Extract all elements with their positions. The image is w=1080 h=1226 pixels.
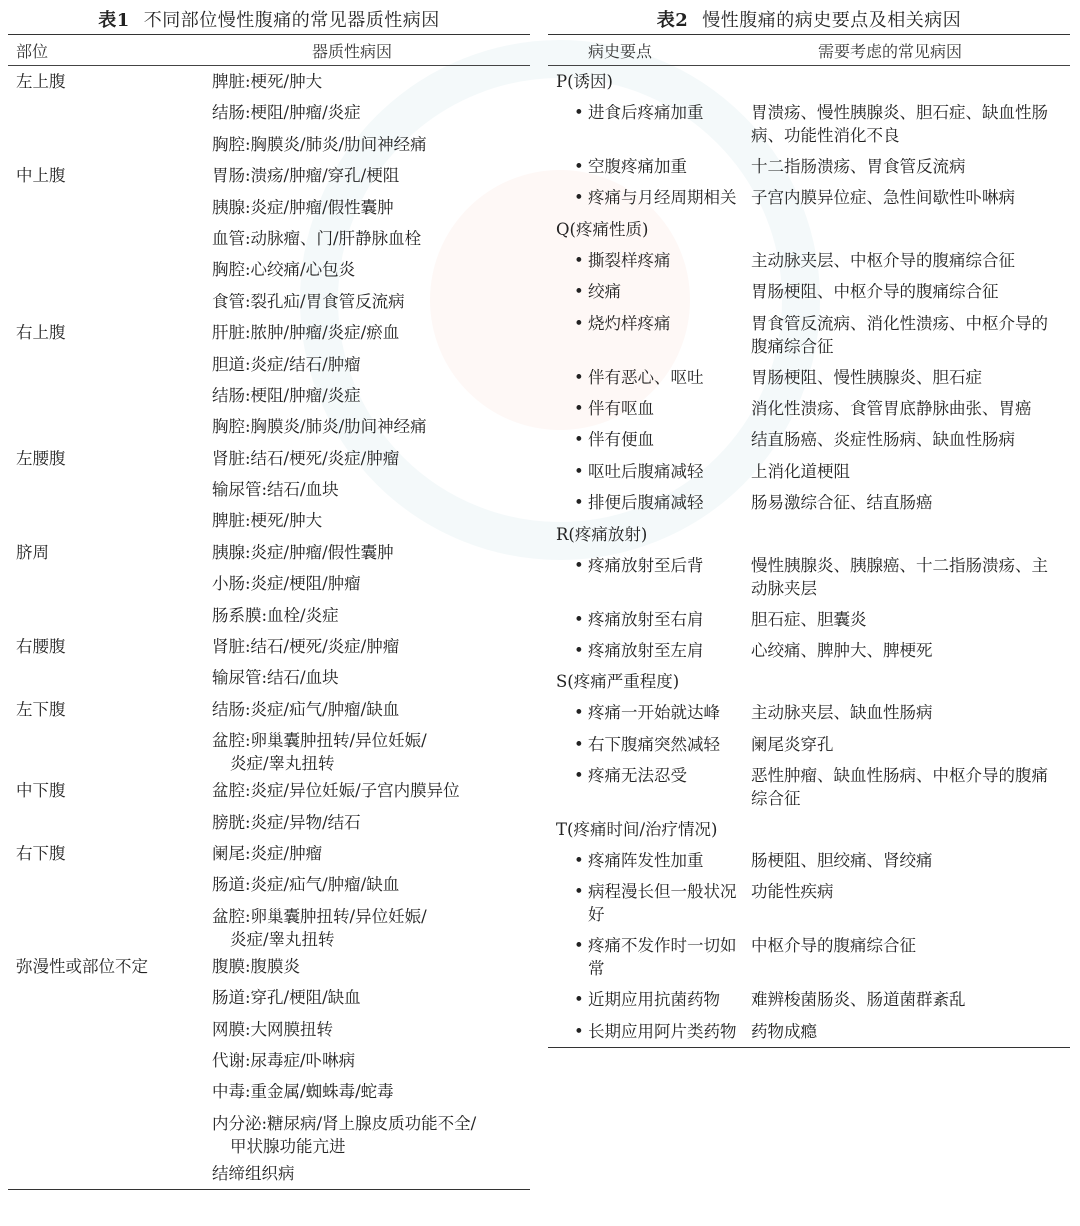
cause-text: 脾脏:梗死/肿大 xyxy=(212,511,323,531)
cause-text: 食管:裂孔疝/胃食管反流病 xyxy=(212,291,405,311)
cause-cell: 中枢介导的腹痛综合征 xyxy=(751,936,916,956)
table-row xyxy=(548,1016,1070,1047)
history-point-cell xyxy=(548,930,751,984)
table-row xyxy=(8,662,530,693)
site-cell xyxy=(8,97,208,128)
site-cell xyxy=(8,349,208,380)
table-row xyxy=(8,380,530,411)
cause-text: 胸腔:胸膜炎/肺炎/肋间神经痛 xyxy=(212,417,427,437)
bullet-icon: • xyxy=(574,313,584,333)
cause-text: 肠系膜:血栓/炎症 xyxy=(212,605,339,625)
cause-text-continued: 甲状腺功能亢进 xyxy=(230,1136,346,1156)
cause-cell xyxy=(208,1158,530,1189)
table-row xyxy=(548,930,1070,984)
history-point-text: 绞痛 xyxy=(588,282,621,302)
table-1 xyxy=(8,0,530,1190)
cause-cell xyxy=(208,380,530,411)
table-row xyxy=(8,411,530,442)
site-cell xyxy=(8,1045,208,1076)
history-point-text: 右下腹痛突然减轻 xyxy=(588,734,720,754)
site-cell xyxy=(8,380,208,411)
history-point-cell xyxy=(548,729,751,760)
site-cell: 中上腹 xyxy=(16,166,66,186)
history-point-cell xyxy=(548,760,751,814)
cause-cell xyxy=(208,694,530,725)
bullet-icon: • xyxy=(574,609,584,629)
cause-text: 肠道:炎症/疝气/肿瘤/缺血 xyxy=(212,875,400,895)
section-title: P(诱因) xyxy=(556,72,613,91)
cause-text: 输尿管:结石/血块 xyxy=(212,668,339,688)
cause-cell xyxy=(208,317,530,348)
site-cell xyxy=(8,286,208,317)
table-2-header xyxy=(548,35,1070,65)
history-point-cell xyxy=(548,876,751,930)
table-row xyxy=(548,151,1070,182)
table-row xyxy=(548,245,1070,276)
cause-cell xyxy=(208,1076,530,1107)
table-row xyxy=(8,192,530,223)
site-cell: 左下腹 xyxy=(16,699,66,719)
cause-cell: 心绞痛、脾肿大、脾梗死 xyxy=(751,640,933,660)
cause-text: 胃肠:溃疡/肿瘤/穿孔/梗阻 xyxy=(212,166,400,186)
history-point-text: 长期应用阿片类药物 xyxy=(588,1021,737,1041)
bullet-icon: • xyxy=(574,936,584,956)
table-row xyxy=(8,1014,530,1045)
table-1-header xyxy=(8,35,530,65)
bullet-icon: • xyxy=(574,367,584,387)
history-point-cell xyxy=(548,151,751,182)
cause-cell: 胃肠梗阻、中枢介导的腹痛综合征 xyxy=(751,282,999,302)
table-row xyxy=(8,631,530,662)
table-row xyxy=(8,317,530,348)
table-row xyxy=(8,982,530,1013)
table-row xyxy=(548,635,1070,666)
history-point-text: 疼痛一开始就达峰 xyxy=(588,703,720,723)
site-cell xyxy=(8,505,208,536)
bullet-icon: • xyxy=(574,282,584,302)
site-cell xyxy=(8,600,208,631)
site-cell xyxy=(8,568,208,599)
table-row xyxy=(548,760,1070,814)
table-row xyxy=(8,129,530,160)
history-point-cell xyxy=(548,1016,751,1047)
cause-cell xyxy=(208,951,530,982)
table-row xyxy=(548,845,1070,876)
cause-text: 膀胱:炎症/异物/结石 xyxy=(212,812,361,832)
history-point-cell xyxy=(548,245,751,276)
site-cell xyxy=(8,192,208,223)
table-row xyxy=(548,984,1070,1015)
table-2-caption xyxy=(548,0,1070,34)
table-2-bottom-rule xyxy=(548,1047,1070,1048)
cause-text: 盆腔:卵巢囊肿扭转/异位妊娠/ xyxy=(212,731,427,751)
cause-text: 腹膜:腹膜炎 xyxy=(212,956,301,976)
table-row xyxy=(8,1076,530,1107)
table-row xyxy=(8,775,530,806)
bullet-icon: • xyxy=(574,734,584,754)
history-point-text: 疼痛无法忍受 xyxy=(588,766,687,786)
cause-text: 结肠:梗阻/肿瘤/炎症 xyxy=(212,385,361,405)
table-row xyxy=(548,362,1070,393)
table-row xyxy=(8,807,530,838)
table-row xyxy=(8,474,530,505)
history-point-text: 烧灼样疼痛 xyxy=(588,313,671,333)
table-row xyxy=(548,487,1070,518)
cause-text: 肠道:穿孔/梗阻/缺血 xyxy=(212,988,361,1008)
cause-cell xyxy=(208,838,530,869)
history-point-text: 空腹疼痛加重 xyxy=(588,157,687,176)
history-point-text: 病程漫长但一般状况好 xyxy=(588,882,737,925)
table-row xyxy=(548,604,1070,635)
table-2 xyxy=(548,0,1070,1048)
cause-cell: 结直肠癌、炎症性肠病、缺血性肠病 xyxy=(751,430,1015,450)
cause-cell: 主动脉夹层、缺血性肠病 xyxy=(751,703,933,723)
table-row xyxy=(8,254,530,285)
cause-cell xyxy=(208,662,530,693)
table-row xyxy=(8,838,530,869)
bullet-icon: • xyxy=(574,990,584,1010)
bullet-icon: • xyxy=(574,851,584,871)
history-point-text: 疼痛不发作时一切如常 xyxy=(588,936,737,979)
table-row xyxy=(8,725,530,775)
history-point-text: 撕裂样疼痛 xyxy=(588,250,671,270)
history-point-cell xyxy=(548,456,751,487)
site-cell xyxy=(8,129,208,160)
site-cell: 左腰腹 xyxy=(16,448,66,468)
table-1-body xyxy=(8,66,530,1189)
cause-cell: 功能性疾病 xyxy=(751,882,834,902)
history-point-cell xyxy=(548,697,751,728)
history-point-text: 进食后疼痛加重 xyxy=(588,103,704,122)
cause-text: 胰腺:炎症/肿瘤/假性囊肿 xyxy=(212,197,394,217)
cause-text: 盆腔:卵巢囊肿扭转/异位妊娠/ xyxy=(212,906,427,926)
site-cell xyxy=(8,411,208,442)
site-cell xyxy=(8,1014,208,1045)
section-title: R(疼痛放射) xyxy=(556,524,648,544)
table-2-body xyxy=(548,66,1070,1047)
table-row xyxy=(548,456,1070,487)
history-point-cell xyxy=(548,182,751,213)
table-2-label: 表2 xyxy=(656,10,689,31)
cause-cell: 上消化道梗阻 xyxy=(751,461,850,481)
cause-cell: 主动脉夹层、中枢介导的腹痛综合征 xyxy=(751,250,1015,270)
cause-cell xyxy=(208,807,530,838)
cause-cell: 十二指肠溃疡、胃食管反流病 xyxy=(751,157,966,176)
cause-text: 胰腺:炎症/肿瘤/假性囊肿 xyxy=(212,542,394,562)
history-point-cell xyxy=(548,276,751,307)
table-row xyxy=(8,568,530,599)
cause-cell xyxy=(208,349,530,380)
table-row xyxy=(548,308,1070,362)
cause-cell: 肠梗阻、胆绞痛、肾绞痛 xyxy=(751,851,933,871)
cause-cell: 难辨梭菌肠炎、肠道菌群紊乱 xyxy=(751,990,966,1010)
history-point-text: 伴有恶心、呕吐 xyxy=(588,367,704,387)
cause-text: 胸腔:胸膜炎/肺炎/肋间神经痛 xyxy=(212,134,427,154)
cause-text-continued: 炎症/睾丸扭转 xyxy=(230,754,335,774)
section-title: Q(疼痛性质) xyxy=(556,219,649,239)
table-row xyxy=(8,600,530,631)
cause-cell xyxy=(208,160,530,191)
cause-text: 肾脏:结石/梗死/炎症/肿瘤 xyxy=(212,637,400,657)
history-point-cell xyxy=(548,487,751,518)
cause-cell: 胃溃疡、慢性胰腺炎、胆石症、缺血性肠病、功能性消化不良 xyxy=(751,103,1048,145)
cause-text: 胸腔:心绞痛/心包炎 xyxy=(212,260,356,280)
history-point-text: 伴有便血 xyxy=(588,430,654,450)
cause-cell xyxy=(208,1045,530,1076)
site-cell xyxy=(8,662,208,693)
bullet-icon: • xyxy=(574,882,584,902)
cause-text: 网膜:大网膜扭转 xyxy=(212,1019,334,1039)
site-cell xyxy=(8,1158,208,1189)
cause-text: 阑尾:炎症/肿瘤 xyxy=(212,843,323,863)
header-site: 部位 xyxy=(16,41,49,61)
cause-cell xyxy=(208,982,530,1013)
table-row xyxy=(548,550,1070,604)
history-point-text: 近期应用抗菌药物 xyxy=(588,990,720,1010)
table-1-bottom-rule xyxy=(8,1189,530,1190)
section-title: T(疼痛时间/治疗情况) xyxy=(556,820,718,840)
history-point-cell xyxy=(548,845,751,876)
site-cell: 右下腹 xyxy=(16,843,66,863)
history-point-text: 疼痛放射至后背 xyxy=(588,555,704,575)
table-row xyxy=(8,160,530,191)
site-cell xyxy=(8,901,208,951)
site-cell: 右上腹 xyxy=(16,323,66,343)
cause-cell xyxy=(208,66,530,97)
site-cell xyxy=(8,1076,208,1107)
cause-text: 结缔组织病 xyxy=(212,1163,295,1183)
cause-cell xyxy=(208,631,530,662)
table-row xyxy=(8,223,530,254)
cause-cell xyxy=(208,537,530,568)
history-point-cell xyxy=(548,393,751,424)
cause-cell xyxy=(208,443,530,474)
site-cell xyxy=(8,1108,208,1158)
header-cause: 器质性病因 xyxy=(312,41,393,61)
cause-cell xyxy=(208,97,530,128)
table-row xyxy=(548,876,1070,930)
site-cell xyxy=(8,982,208,1013)
cause-cell: 子宫内膜异位症、急性间歇性卟啉病 xyxy=(751,188,1015,208)
table-1-caption xyxy=(8,0,530,34)
table-2-title: 慢性腹痛的病史要点及相关病因 xyxy=(702,10,962,31)
cause-text: 中毒:重金属/蜘蛛毒/蛇毒 xyxy=(212,1082,394,1102)
table-row xyxy=(8,97,530,128)
site-cell: 弥漫性或部位不定 xyxy=(16,956,148,976)
bullet-icon: • xyxy=(574,703,584,723)
site-cell xyxy=(8,869,208,900)
bullet-icon: • xyxy=(574,430,584,450)
cause-cell xyxy=(208,129,530,160)
table-1-label: 表1 xyxy=(98,10,130,31)
cause-cell xyxy=(208,411,530,442)
table-row xyxy=(8,1108,530,1158)
cause-cell xyxy=(208,505,530,536)
history-point-cell xyxy=(548,635,751,666)
history-point-text: 疼痛放射至右肩 xyxy=(588,609,704,629)
site-cell xyxy=(8,254,208,285)
table-row xyxy=(8,951,530,982)
cause-cell xyxy=(208,869,530,900)
cause-cell: 胃食管反流病、消化性溃疡、中枢介导的腹痛综合征 xyxy=(751,313,1048,356)
table-row xyxy=(8,505,530,536)
site-cell: 右腰腹 xyxy=(16,637,66,657)
table-row xyxy=(548,393,1070,424)
cause-text: 内分泌:糖尿病/肾上腺皮质功能不全/ xyxy=(212,1113,477,1133)
cause-text: 盆腔:炎症/异位妊娠/子宫内膜异位 xyxy=(212,781,460,801)
site-cell xyxy=(8,725,208,775)
history-point-cell xyxy=(548,984,751,1015)
table-row xyxy=(8,443,530,474)
history-point-cell xyxy=(548,362,751,393)
history-point-cell xyxy=(548,550,751,604)
table-row xyxy=(8,349,530,380)
table-row xyxy=(8,286,530,317)
cause-cell: 肠易激综合征、结直肠癌 xyxy=(751,493,933,513)
header-history-point: 病史要点 xyxy=(588,41,653,61)
bullet-icon: • xyxy=(574,398,584,418)
table-row xyxy=(8,869,530,900)
cause-text-continued: 炎症/睾丸扭转 xyxy=(230,929,335,949)
header-common-causes: 需要考虑的常见病因 xyxy=(818,41,963,61)
cause-cell xyxy=(208,1108,530,1158)
history-point-text: 疼痛阵发性加重 xyxy=(588,851,704,871)
site-cell xyxy=(8,807,208,838)
table-row xyxy=(8,694,530,725)
cause-cell xyxy=(208,600,530,631)
section-title: S(疼痛严重程度) xyxy=(556,672,680,692)
cause-text: 代谢:尿毒症/卟啉病 xyxy=(212,1050,356,1070)
table-row xyxy=(548,729,1070,760)
cause-text: 输尿管:结石/血块 xyxy=(212,480,339,500)
table-row xyxy=(548,276,1070,307)
site-cell xyxy=(8,223,208,254)
cause-cell: 胆石症、胆囊炎 xyxy=(751,609,867,629)
table-row xyxy=(8,1045,530,1076)
cause-cell xyxy=(208,254,530,285)
bullet-icon: • xyxy=(574,555,584,575)
cause-cell xyxy=(208,1014,530,1045)
history-point-text: 疼痛放射至左肩 xyxy=(588,640,704,660)
cause-cell xyxy=(208,725,530,775)
site-cell: 中下腹 xyxy=(16,781,66,801)
bullet-icon: • xyxy=(574,493,584,513)
site-cell: 左上腹 xyxy=(16,72,66,91)
history-point-text: 疼痛与月经周期相关 xyxy=(588,188,737,208)
cause-text: 胆道:炎症/结石/肿瘤 xyxy=(212,354,361,374)
cause-text: 肾脏:结石/梗死/炎症/肿瘤 xyxy=(212,448,400,468)
bullet-icon: • xyxy=(574,766,584,786)
table-row xyxy=(548,697,1070,728)
cause-cell: 药物成瘾 xyxy=(751,1021,817,1041)
cause-text: 小肠:炎症/梗阻/肿瘤 xyxy=(212,574,361,594)
cause-cell xyxy=(208,286,530,317)
table-1-title: 不同部位慢性腹痛的常见器质性病因 xyxy=(143,10,440,31)
cause-cell: 消化性溃疡、食管胃底静脉曲张、胃癌 xyxy=(751,398,1032,418)
history-point-cell xyxy=(548,604,751,635)
cause-text: 肝脏:脓肿/肿瘤/炎症/瘀血 xyxy=(212,323,400,343)
site-cell: 脐周 xyxy=(16,542,49,562)
cause-cell: 慢性胰腺炎、胰腺癌、十二指肠溃疡、主动脉夹层 xyxy=(751,555,1048,598)
table-row xyxy=(548,97,1070,151)
cause-text: 脾脏:梗死/肿大 xyxy=(212,72,323,91)
cause-cell: 阑尾炎穿孔 xyxy=(751,734,834,754)
table-row xyxy=(8,537,530,568)
cause-cell xyxy=(208,568,530,599)
cause-text: 结肠:炎症/疝气/肿瘤/缺血 xyxy=(212,699,400,719)
bullet-icon: • xyxy=(574,1021,584,1041)
cause-cell xyxy=(208,775,530,806)
cause-cell: 恶性肿瘤、缺血性肠病、中枢介导的腹痛综合征 xyxy=(751,766,1048,809)
history-point-cell xyxy=(548,97,751,151)
history-point-text: 呕吐后腹痛减轻 xyxy=(588,461,704,481)
bullet-icon: • xyxy=(574,461,584,481)
table-row xyxy=(8,1158,530,1189)
cause-cell: 胃肠梗阻、慢性胰腺炎、胆石症 xyxy=(751,367,982,387)
history-point-cell xyxy=(548,308,751,362)
bullet-icon: • xyxy=(574,157,584,176)
table-row xyxy=(548,182,1070,213)
bullet-icon: • xyxy=(574,250,584,270)
cause-cell xyxy=(208,223,530,254)
bullet-icon: • xyxy=(574,188,584,208)
table-row xyxy=(548,424,1070,455)
site-cell xyxy=(8,474,208,505)
history-point-text: 排便后腹痛减轻 xyxy=(588,493,704,513)
cause-text: 血管:动脉瘤、门/肝静脉血栓 xyxy=(212,228,422,248)
cause-text: 结肠:梗阻/肿瘤/炎症 xyxy=(212,103,361,123)
cause-cell xyxy=(208,474,530,505)
history-point-text: 伴有呕血 xyxy=(588,398,654,418)
cause-cell xyxy=(208,192,530,223)
table-row xyxy=(8,901,530,951)
bullet-icon: • xyxy=(574,640,584,660)
bullet-icon: • xyxy=(574,103,584,122)
table-row xyxy=(8,66,530,97)
cause-cell xyxy=(208,901,530,951)
history-point-cell xyxy=(548,424,751,455)
